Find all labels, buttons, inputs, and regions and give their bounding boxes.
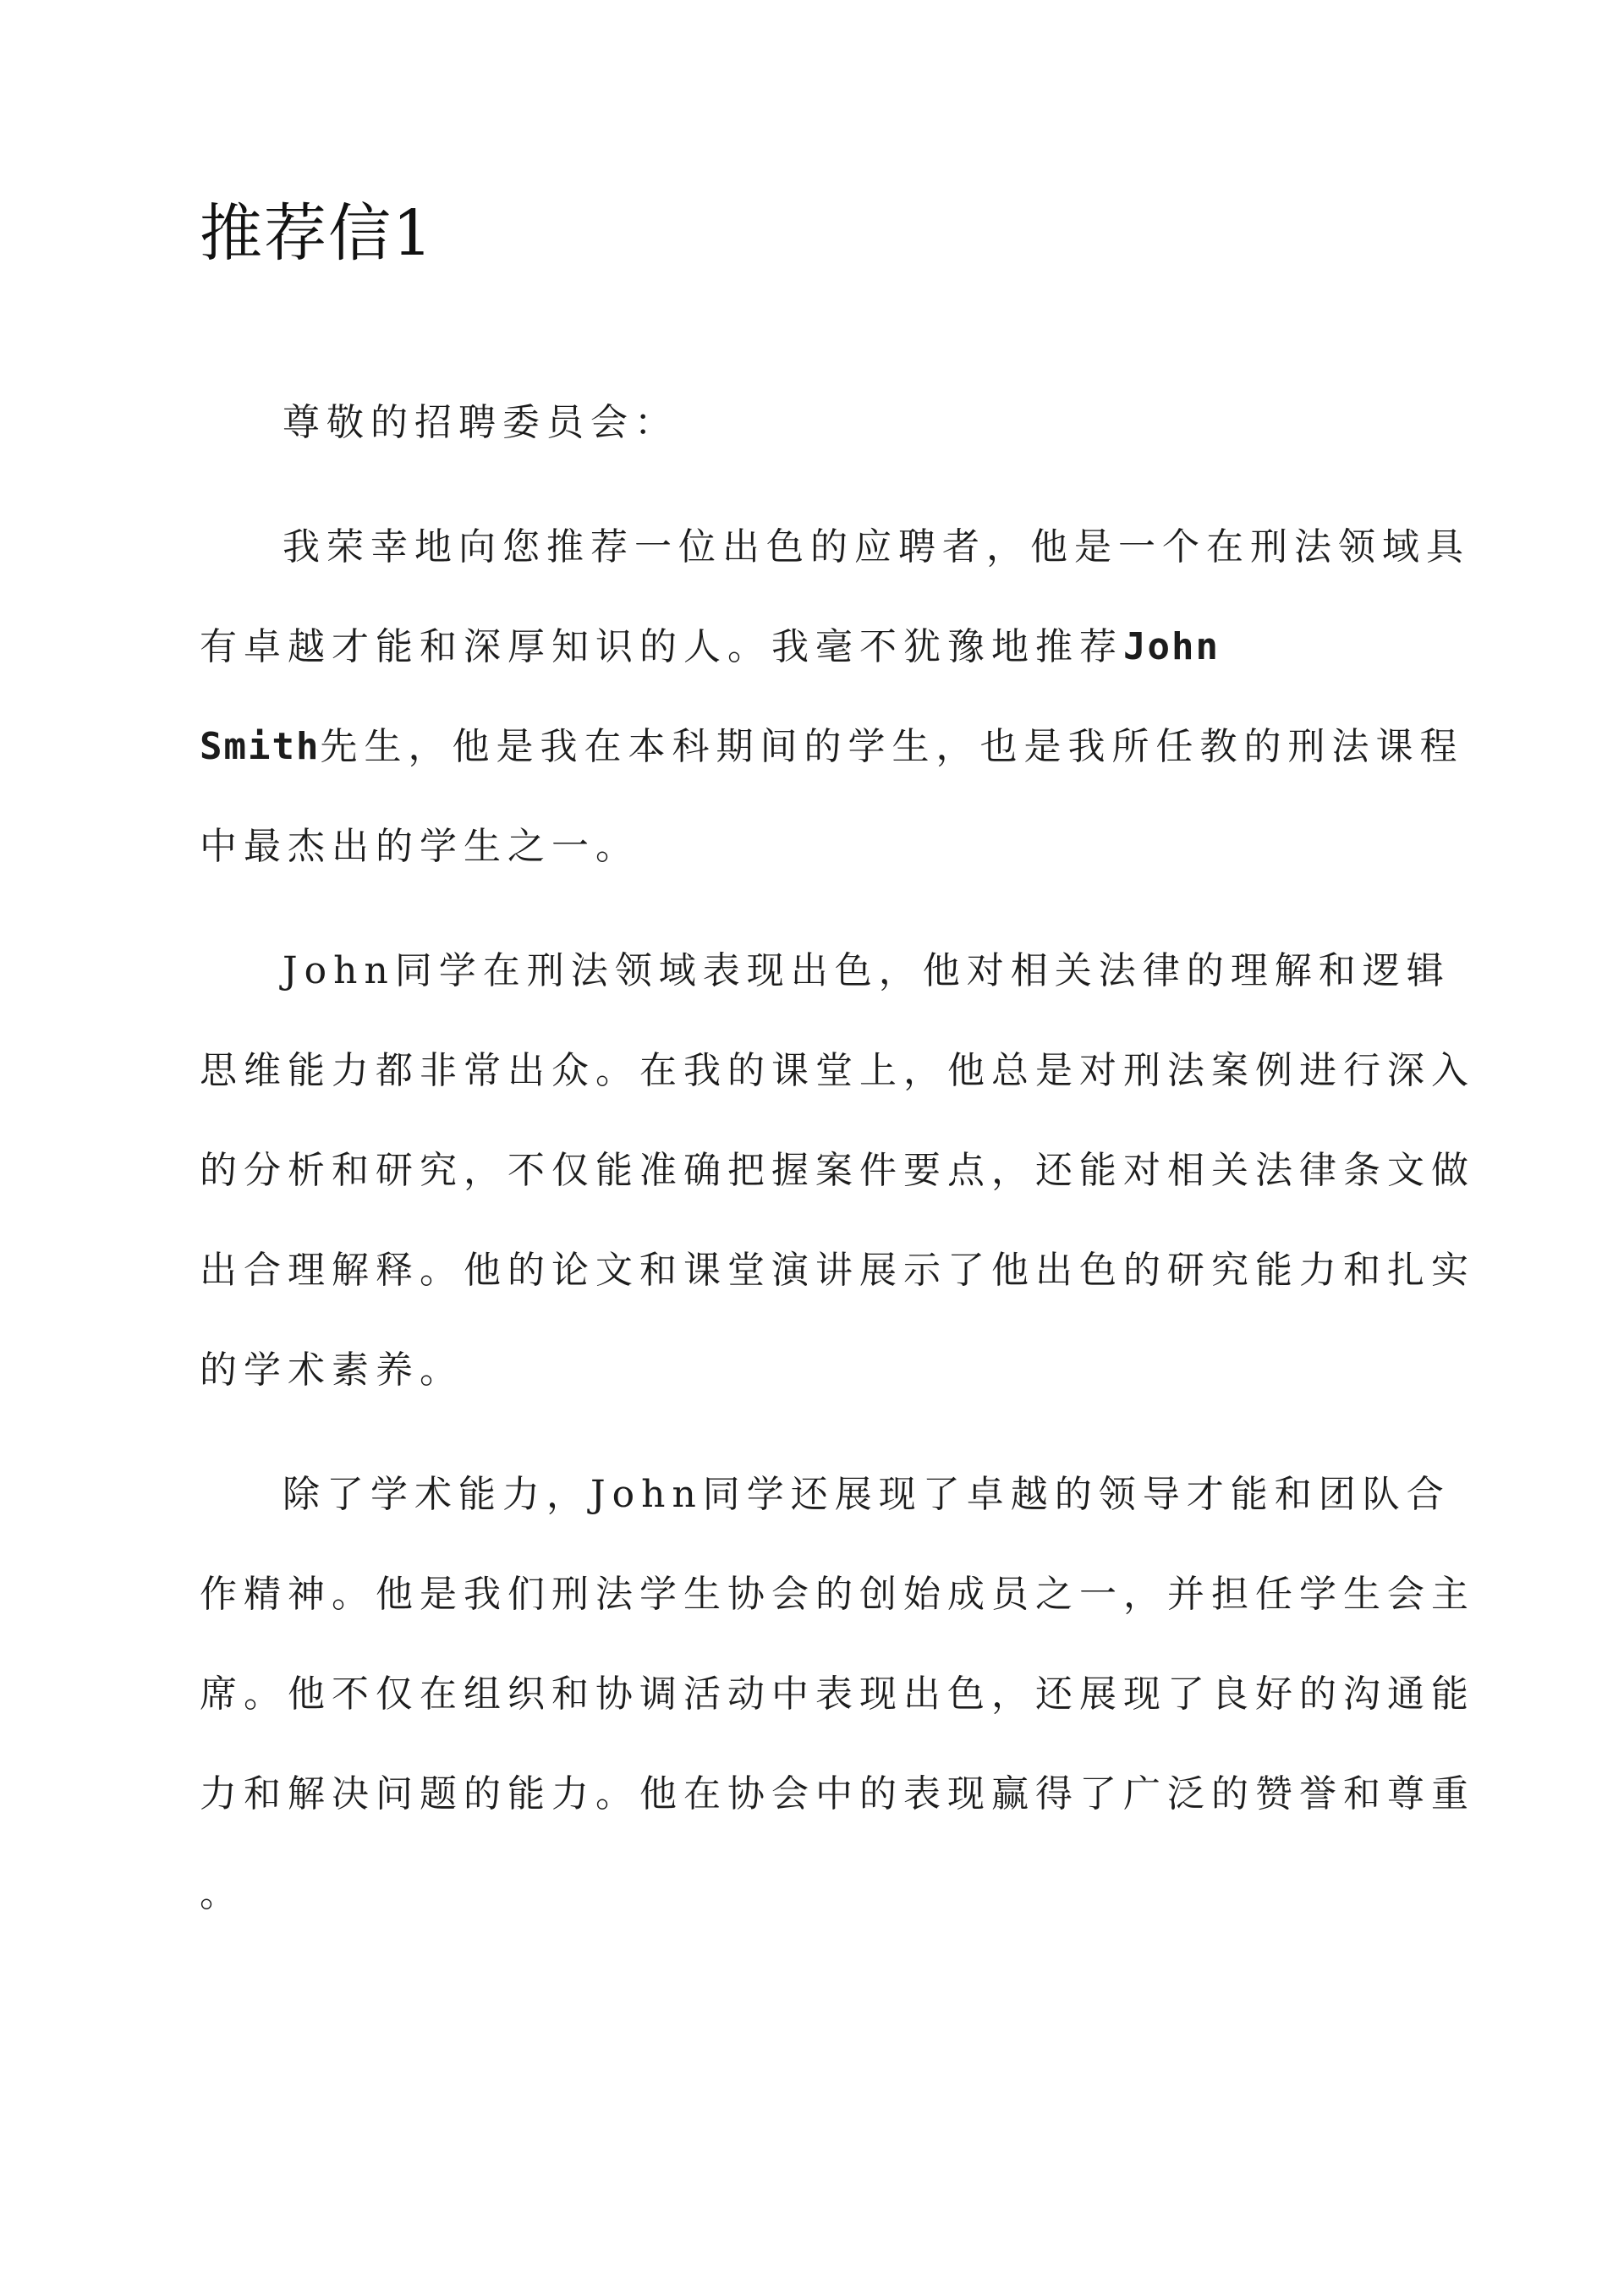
paragraph3-line1: 除了学术能力，John同学还展现了卓越的领导才能和团队合: [283, 1473, 1451, 1516]
paragraph1-line2: [200, 622, 1220, 673]
candidate-last-name: Smith: [200, 725, 321, 768]
paragraph2-line1: John同学在刑法领域表现出色，他对相关法律的理解和逻辑: [283, 949, 1451, 992]
candidate-first-name: John: [1123, 625, 1220, 668]
paragraph3-line5: 。: [200, 1872, 244, 1915]
paragraph2-line5: 的学术素养。: [200, 1348, 464, 1392]
paragraph2-line4: 出合理解释。他的论文和课堂演讲展示了他出色的研究能力和扎实: [200, 1249, 1475, 1292]
paragraph3-line3: 席。他不仅在组织和协调活动中表现出色，还展现了良好的沟通能: [200, 1673, 1475, 1716]
paragraph1-line1: 我荣幸地向您推荐一位出色的应聘者，他是一个在刑法领域具: [283, 525, 1470, 569]
paragraph3-line2: 作精神。他是我们刑法学生协会的创始成员之一，并担任学生会主: [200, 1573, 1475, 1616]
paragraph2-line3: 的分析和研究，不仅能准确把握案件要点，还能对相关法律条文做: [200, 1149, 1475, 1192]
paragraph2-line2: 思维能力都非常出众。在我的课堂上，他总是对刑法案例进行深入: [200, 1049, 1475, 1092]
paragraph1-line3-text: 先生，他是我在本科期间的学生，也是我所任教的刑法课程: [320, 725, 1464, 768]
letter-title: 推荐信1: [200, 197, 435, 270]
paragraph3-line4: 力和解决问题的能力。他在协会中的表现赢得了广泛的赞誉和尊重: [200, 1772, 1475, 1815]
paragraph1-line2-text: 有卓越才能和深厚知识的人。我毫不犹豫地推荐: [200, 625, 1123, 668]
salutation: 尊敬的招聘委员会：: [283, 401, 678, 444]
paragraph1-line3: [200, 722, 1463, 772]
paragraph1-line4: 中最杰出的学生之一。: [200, 825, 639, 868]
